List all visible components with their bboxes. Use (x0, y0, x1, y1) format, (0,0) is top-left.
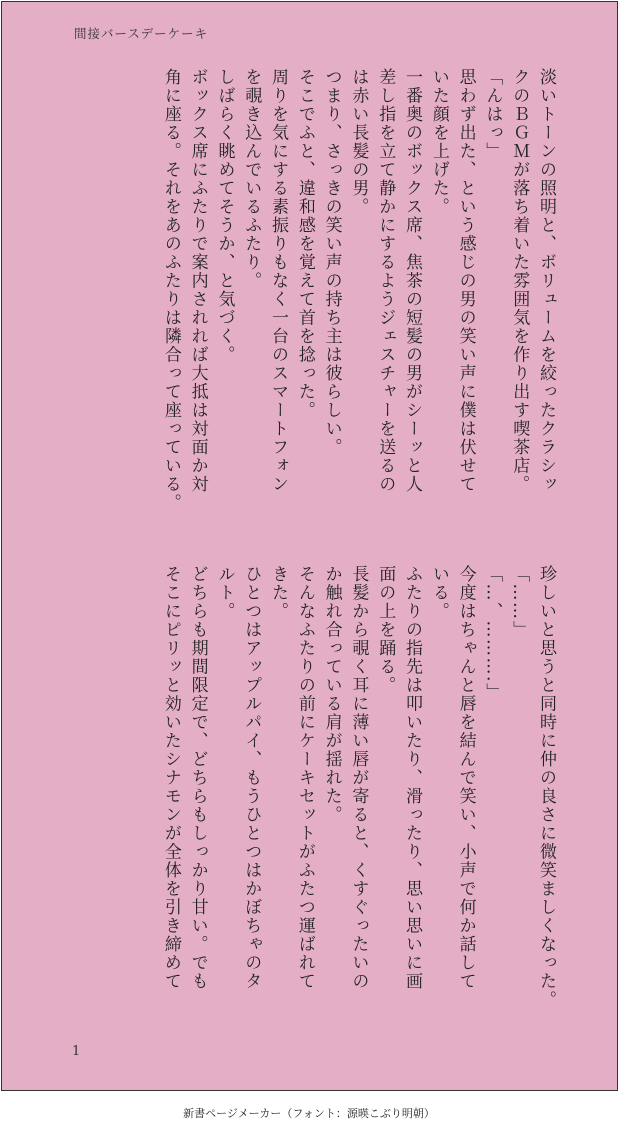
text-column: ひとつはアップルパイ、もうひとつはかぼちゃのタ (241, 565, 262, 991)
text-column: 今度はちゃんと唇を結んで笑い、小声で何か話して (455, 565, 476, 991)
text-column: クのＢＧＭが落ち着いた雰囲気を作り出す喫茶店。 (509, 68, 530, 494)
text-column: 思わず出た、という感じの男の笑い声に僕は伏せて (455, 68, 476, 494)
text-column: 淡いトーンの照明と、ボリュームを絞ったクラシッ (536, 68, 556, 494)
text-column: 差し指を立て静かにするようジェスチャーを送るの (375, 68, 396, 494)
text-column: そこにピリッと効いたシナモンが全体を引き締めて (160, 565, 181, 991)
bottom-text-block (157, 565, 559, 1030)
text-column: を覗き込んでいるふたり。 (241, 68, 262, 290)
page-number: 1 (72, 1044, 81, 1059)
text-column: そこでふと、違和感を覚えて首を捻った。 (294, 68, 315, 420)
footer-credit: 新書ページメーカー（フォント：源暎こぶり明朝） (183, 1107, 435, 1120)
text-column: 「…、……….」 (482, 565, 503, 702)
text-column: 「……」 (509, 565, 530, 639)
text-column: ふたりの指先は叩いたり、滑ったり、思い思いに画 (402, 565, 423, 991)
text-column: か触れ合っている肩が揺れた。 (321, 565, 342, 824)
text-column: ルト。 (214, 565, 235, 621)
text-column: 珍しいと思うと同時に仲の良さに微笑ましくなった。 (536, 565, 556, 1009)
text-column: 「んはっ」 (482, 68, 503, 161)
top-text-block (157, 68, 559, 533)
text-column: いる。 (428, 565, 449, 621)
text-column: ボックス席にふたりで案内されれば大抵は対面か対 (187, 68, 208, 494)
text-column: いた顔を上げた。 (428, 68, 449, 216)
text-column: は赤い長髪の男。 (348, 68, 369, 216)
running-header-title: 間接バースデーケーキ (74, 26, 209, 41)
text-column: どちらも期間限定で、どちらもしっかり甘い。でも (187, 565, 208, 991)
text-column: そんなふたりの前にケーキセットがふたつ運ばれて (294, 565, 315, 991)
text-column: 一番奥のボックス席、焦茶の短髪の男がシーッと人 (402, 68, 423, 494)
text-column: 角に座る。それをあのふたりは隣合って座っている。 (160, 68, 181, 512)
text-column: つまり、さっきの笑い声の持ち主は彼らしい。 (321, 68, 342, 457)
text-column: 面の上を踊る。 (375, 565, 396, 695)
text-column: 長髪から覗く耳に薄い唇が寄ると、くすぐったいの (348, 565, 369, 991)
book-page (1, 1, 618, 1091)
text-column: きた。 (268, 565, 289, 621)
text-column: 周りを気にする素振りもなく一台のスマートフォン (268, 68, 289, 494)
text-column: しばらく眺めてそうか、と気づく。 (214, 68, 235, 364)
